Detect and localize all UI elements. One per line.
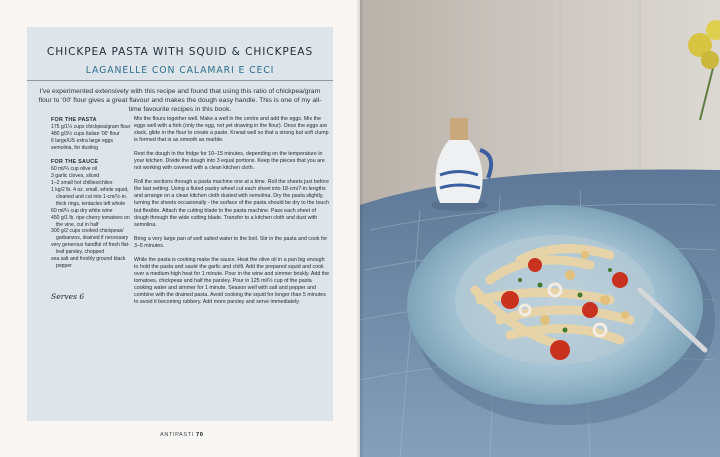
ingredient-item: 1 kg/2 lb. 4 oz. small, whole squid, cleaned and cut into 1-cm/½-in. thick rings, tentacles left whole <box>51 187 129 207</box>
pasta-heading: FOR THE PASTA <box>51 117 97 123</box>
sauce-heading: FOR THE SAUCE <box>51 158 99 165</box>
ingredient-item: 3 garlic cloves, sliced <box>51 173 100 180</box>
recipe-title: CHICKPEA PASTA WITH SQUID & CHICKPEAS <box>46 46 314 58</box>
recipe-subtitle: LAGANELLE CON CALAMARI E CECI <box>85 65 275 76</box>
ingredient-item: 300 g/2 cups cooked chickpeas/ garbanzos, drained if necessary <box>51 228 129 242</box>
ingredient-item: 450 g/1 lb. ripe cherry tomatoes on the vine, cut in half <box>51 214 130 228</box>
ingredient-item: 60 ml/¼ cup dry white wine <box>51 207 113 214</box>
recipe-panel <box>27 27 333 421</box>
ingredient-item: sea salt and freshly ground black pepper <box>51 256 126 270</box>
ingredient-item: 1–2 small hot chillies/chiles <box>51 180 113 187</box>
method-step: While the pasta is cooking make the sauce. Heat the olive oil in a pan big enough to hold the pasta and sauté the garlic and chilli. Add the prepared squid and cook over a medium-high heat for 1 minute. Pour in the wine and simmer briskly. Add the tomatoes, chickpeas and half the parsley. Pour in 125 ml/½ cup of the pasta cooking water and simmer for 1 minute. Season well with salt and pepper and combine with the drained pasta. Avoid cooking the squid for longer than 5 minutes to avoid it becoming rubbery. Add more parsley and serve immediately. <box>134 256 330 306</box>
method-step: Roll the sections through a pasta machine one at a time. Roll the sheets just before the last setting. Using a fluted pastry wheel cut each sheet into 18-cm/7-in.lengths and arrange on a clean kitchen cloth dusted with semolina. Dry the pasta slightly, turning the sheets occasionally - the surface of the pasta should be dry to the touch but flexible. Attach the cutting blade to the pasta machine. Pass each sheet of dough through the wide cutting blade. Transfer to a kitchen cloth and dust with semolina. <box>134 179 329 228</box>
page-number: 70 <box>196 432 204 438</box>
ingredient-item: 175 g/1¼ cups chickpea/gram flour <box>51 124 131 131</box>
section-name: ANTIPASTI <box>160 432 194 438</box>
book-gutter <box>356 0 364 457</box>
page-footer <box>160 432 203 438</box>
ingredient-item: very generous handful of fresh flat-leaf parsley, chopped <box>51 242 130 256</box>
ingredients-list <box>51 117 135 270</box>
method-step: Mix the flours together well. Make a well in the centre and add the eggs. Mix the eggs well with a fork (only the egg, not yet drawing in the flour). Once the eggs are slack, glide in the flour to create a paste. Knead well so that a strong but soft clump is formed that is as smooth as marble. <box>134 116 329 144</box>
ingredient-item: 480 g/3½ cups Italian '00' flour <box>51 131 120 138</box>
pasta-photo-illustration <box>360 0 720 457</box>
food-photo <box>360 0 720 457</box>
ingredient-item: semolina, for dusting <box>51 145 99 152</box>
method-step: Rest the dough in the fridge for 10–15 minutes, depending on the temperature in your kitchen. Divide the dough into 3 equal portions. Keep the pieces that you are not working with covered with a clean kitchen cloth. <box>134 151 325 172</box>
ingredient-item: 6 large/US extra large eggs <box>51 138 114 145</box>
divider <box>27 80 333 81</box>
ingredient-item: 60 ml/¼ cup olive oil <box>51 166 98 173</box>
serves-note: Serves 6 <box>51 292 85 301</box>
method-text <box>134 116 330 313</box>
recipe-intro: I've experimented extensively with this recipe and found that using this ratio of chickpea/gram flour to '00' flour gives a great flavour and makes the dough easy handle. This is one of my all-time favourite recipes in this book. <box>38 88 322 113</box>
method-step: Bring a very large pan of well salted water to the boil. Stir in the pasta and cook for 3–5 minutes. <box>134 235 328 249</box>
